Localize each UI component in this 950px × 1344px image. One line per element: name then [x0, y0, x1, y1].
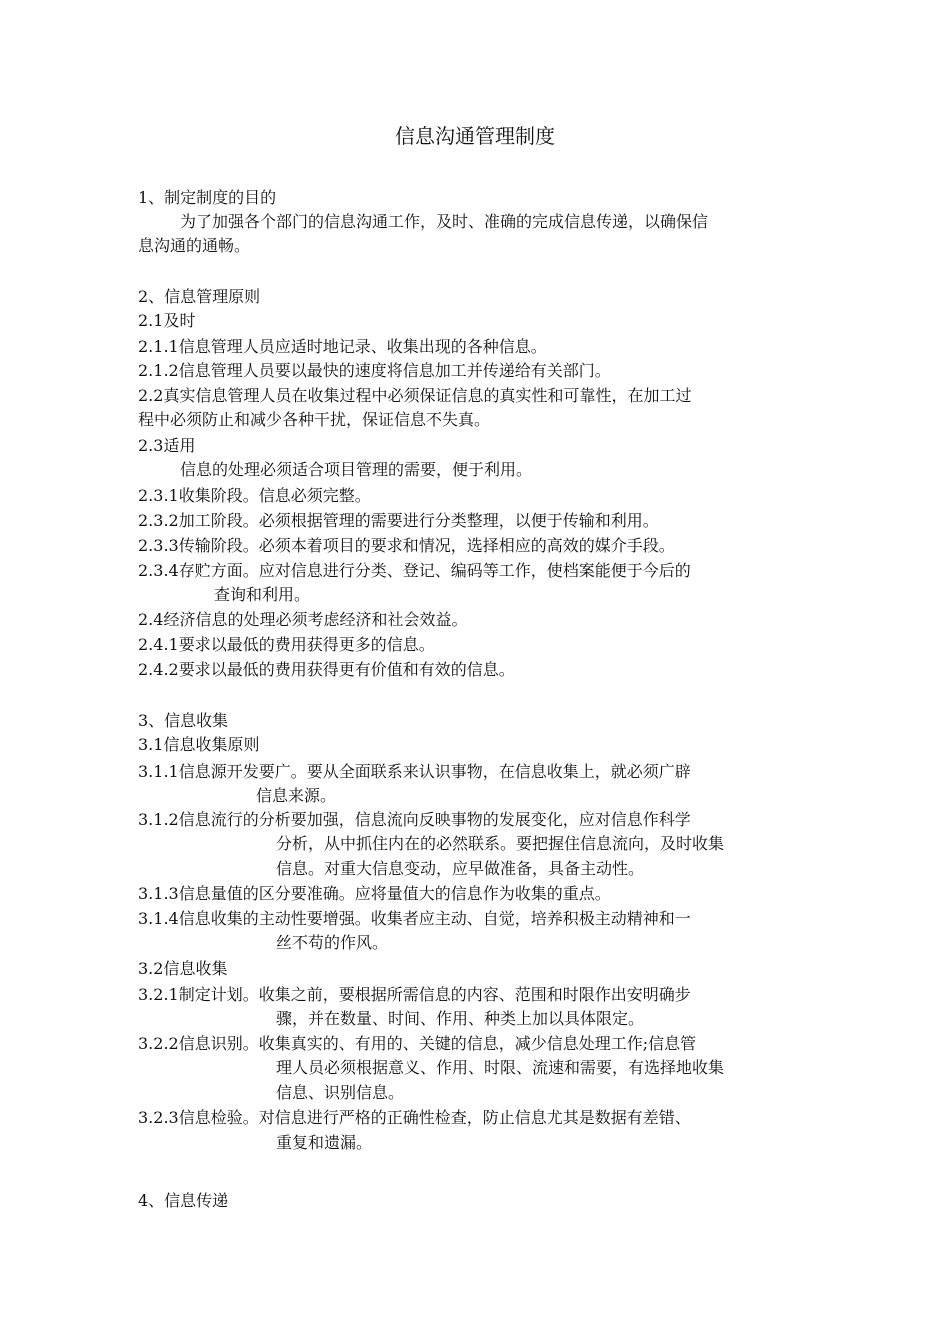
paragraph-line: 为了加强各个部门的信息沟通工作，及时、准确的完成信息传递，以确保信	[180, 212, 709, 231]
subsection-heading: 2.2真实信息管理人员在收集过程中必须保证信息的真实性和可靠性，在加工过	[138, 386, 692, 405]
list-item-continuation: 分析，从中抓住内在的必然联系。要把握住信息流向，及时收集	[276, 834, 725, 853]
paragraph-line: 程中必须防止和减少各种干扰，保证信息不失真。	[138, 410, 491, 429]
document-title: 信息沟通管理制度	[395, 124, 555, 148]
list-item: 2.3.1收集阶段。信息必须完整。	[138, 486, 371, 505]
list-item-continuation: 骤，并在数量、时间、作用、种类上加以具体限定。	[276, 1009, 645, 1028]
list-item-continuation: 丝不苟的作风。	[276, 933, 389, 952]
list-item: 2.4.2要求以最低的费用获得更有价值和有效的信息。	[138, 660, 515, 679]
list-item-continuation: 查询和利用。	[214, 585, 311, 604]
list-item: 2.1.1信息管理人员应适时地记录、收集出现的各种信息。	[138, 337, 547, 356]
list-item: 3.1.1信息源开发要广。要从全面联系来认识事物，在信息收集上，就必须广辟	[138, 762, 691, 781]
list-item: 3.1.3信息量值的区分要准确。应将量值大的信息作为收集的重点。	[138, 884, 611, 903]
list-item: 3.2.1制定计划。收集之前，要根据所需信息的内容、范围和时限作出安明确步	[138, 985, 691, 1004]
list-item: 2.3.3传输阶段。必须本着项目的要求和情况，选择相应的高效的媒介手段。	[138, 536, 675, 555]
list-item-continuation: 信息、识别信息。	[276, 1083, 405, 1102]
list-item: 2.3.2加工阶段。必须根据管理的需要进行分类整理，以便于传输和利用。	[138, 511, 659, 530]
subsection-heading: 3.2信息收集	[138, 959, 228, 978]
list-item-continuation: 理人员必须根据意义、作用、时限、流速和需要，有选择地收集	[276, 1058, 725, 1077]
subsection-heading: 2.3适用	[138, 436, 196, 455]
subsection-heading: 2.1及时	[138, 311, 196, 330]
paragraph-line: 息沟通的通畅。	[138, 236, 251, 255]
section-heading: 2、信息管理原则	[138, 287, 261, 306]
section-heading: 1、制定制度的目的	[138, 188, 277, 207]
subsection-heading: 2.4经济信息的处理必须考虑经济和社会效益。	[138, 610, 468, 629]
list-item-continuation: 信息来源。	[256, 786, 337, 805]
list-item: 3.1.4信息收集的主动性要增强。收集者应主动、自觉，培养积极主动精神和一	[138, 909, 691, 928]
list-item: 3.2.2信息识别。收集真实的、有用的、关键的信息，减少信息处理工作;信息管	[138, 1034, 697, 1053]
section-heading: 4、信息传递	[138, 1191, 229, 1210]
subsection-heading: 3.1信息收集原则	[138, 735, 260, 754]
list-item-continuation: 信息。对重大信息变动，应早做准备，具备主动性。	[276, 859, 645, 878]
list-item: 3.1.2信息流行的分析要加强，信息流向反映事物的发展变化，应对信息作科学	[138, 810, 691, 829]
list-item: 2.4.1要求以最低的费用获得更多的信息。	[138, 635, 435, 654]
list-item-continuation: 重复和遗漏。	[276, 1133, 373, 1152]
list-item: 2.3.4存贮方面。应对信息进行分类、登记、编码等工作，使档案能便于今后的	[138, 561, 691, 580]
paragraph-line: 信息的处理必须适合项目管理的需要，便于利用。	[180, 460, 533, 479]
section-heading: 3、信息收集	[138, 711, 229, 730]
list-item: 2.1.2信息管理人员要以最快的速度将信息加工并传递给有关部门。	[138, 361, 611, 380]
list-item: 3.2.3信息检验。对信息进行严格的正确性检查，防止信息尤其是数据有差错、	[138, 1108, 691, 1127]
